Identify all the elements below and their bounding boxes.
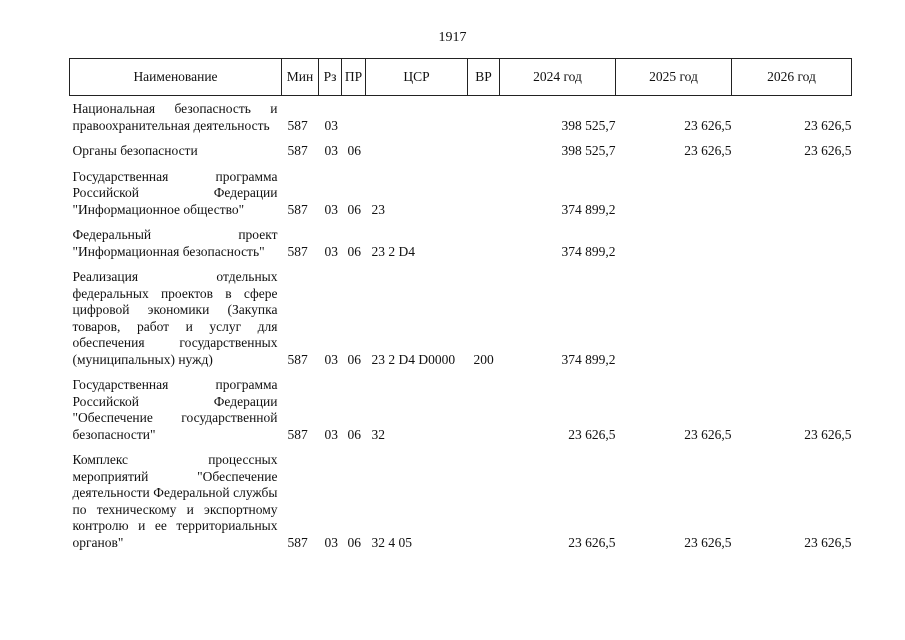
row-2024: 398 525,7 bbox=[561, 143, 616, 158]
page-number: 1917 bbox=[438, 30, 467, 45]
row-name: Комплекс процессных мероприятий "Обеспечение деятельности Федеральной службы по техническому и экспортному контролю и ее территориальных органов" bbox=[72, 452, 278, 550]
row-pr: 06 bbox=[347, 201, 361, 217]
row-2026: 23 626,5 bbox=[804, 534, 852, 550]
row-rz: 03 bbox=[324, 201, 338, 217]
row-csr: 32 bbox=[371, 426, 385, 442]
row-2024: 23 626,5 bbox=[568, 534, 616, 550]
row-min: 587 bbox=[287, 201, 308, 217]
column-header-min: Мин bbox=[282, 59, 319, 96]
column-header-pr: ПР bbox=[342, 59, 366, 96]
row-2026 bbox=[732, 222, 852, 264]
row-name: Национальная безопасность и правоохранительная деятельность bbox=[72, 101, 278, 133]
row-vr bbox=[468, 164, 500, 223]
row-min: 587 bbox=[287, 143, 308, 158]
row-2024: 374 899,2 bbox=[561, 243, 616, 259]
column-header-rz: Рз bbox=[319, 59, 342, 96]
row-rz: 03 bbox=[324, 243, 338, 259]
table-row bbox=[70, 264, 852, 372]
row-csr: 23 bbox=[371, 201, 385, 217]
row-csr: 23 2 D4 bbox=[371, 243, 415, 259]
row-pr: 06 bbox=[347, 426, 361, 442]
row-2025 bbox=[616, 222, 732, 264]
row-name: Органы безопасности bbox=[72, 143, 198, 158]
row-vr bbox=[468, 96, 500, 139]
row-vr bbox=[468, 372, 500, 447]
row-pr: 06 bbox=[347, 534, 361, 550]
row-vr bbox=[468, 138, 500, 164]
row-pr: 06 bbox=[347, 243, 361, 259]
column-header-2026: 2026 год bbox=[732, 59, 852, 96]
table-row bbox=[70, 164, 852, 223]
column-header-2025: 2025 год bbox=[616, 59, 732, 96]
row-vr: 200 bbox=[473, 351, 494, 367]
row-pr: 06 bbox=[347, 143, 361, 158]
row-name: Федеральный проект "Информационная безопасность" bbox=[72, 227, 278, 259]
row-name: Государственная программа Российской Федерации "Обеспечение государственной безопасности" bbox=[72, 377, 278, 442]
row-csr bbox=[366, 96, 468, 139]
table-row bbox=[70, 96, 852, 139]
row-vr bbox=[468, 447, 500, 555]
row-vr bbox=[468, 222, 500, 264]
row-2025: 23 626,5 bbox=[684, 426, 732, 442]
row-rz: 03 bbox=[324, 117, 338, 133]
row-2026: 23 626,5 bbox=[804, 117, 852, 133]
table-row bbox=[70, 372, 852, 447]
column-header-vr: ВР bbox=[468, 59, 500, 96]
row-2026 bbox=[732, 164, 852, 223]
row-2026: 23 626,5 bbox=[804, 426, 852, 442]
table-row bbox=[70, 447, 852, 555]
row-2024: 398 525,7 bbox=[561, 117, 616, 133]
row-csr bbox=[366, 138, 468, 164]
row-rz: 03 bbox=[324, 143, 338, 158]
row-rz: 03 bbox=[324, 351, 338, 367]
row-min: 587 bbox=[287, 117, 308, 133]
column-header-2024: 2024 год bbox=[500, 59, 616, 96]
row-min: 587 bbox=[287, 351, 308, 367]
row-csr: 23 2 D4 D0000 bbox=[371, 351, 456, 367]
row-2025: 23 626,5 bbox=[684, 143, 732, 158]
row-name: Реализация отдельных федеральных проектов в сфере цифровой экономики (Закупка товаров, работ и услуг для обеспечения государственных (муниципальных) нужд) bbox=[72, 269, 278, 367]
row-2026: 23 626,5 bbox=[804, 143, 852, 158]
row-2024: 23 626,5 bbox=[568, 426, 616, 442]
row-2026 bbox=[732, 264, 852, 372]
row-pr: 06 bbox=[347, 351, 361, 367]
row-min: 587 bbox=[287, 426, 308, 442]
row-rz: 03 bbox=[324, 426, 338, 442]
row-rz: 03 bbox=[324, 534, 338, 550]
row-min: 587 bbox=[287, 534, 308, 550]
row-2024: 374 899,2 bbox=[561, 351, 616, 367]
row-2025: 23 626,5 bbox=[684, 534, 732, 550]
row-pr bbox=[342, 96, 366, 139]
table-row bbox=[70, 222, 852, 264]
row-2024: 374 899,2 bbox=[561, 201, 616, 217]
budget-table bbox=[69, 58, 852, 555]
row-2025 bbox=[616, 264, 732, 372]
row-2025 bbox=[616, 164, 732, 223]
row-2025: 23 626,5 bbox=[684, 117, 732, 133]
column-header-name: Наименование bbox=[70, 59, 282, 96]
table-row bbox=[70, 138, 852, 164]
row-csr: 32 4 05 bbox=[371, 534, 412, 550]
column-header-csr: ЦСР bbox=[366, 59, 468, 96]
row-name: Государственная программа Российской Федерации "Информационное общество" bbox=[72, 168, 278, 217]
row-min: 587 bbox=[287, 243, 308, 259]
table-header-row bbox=[70, 59, 852, 96]
